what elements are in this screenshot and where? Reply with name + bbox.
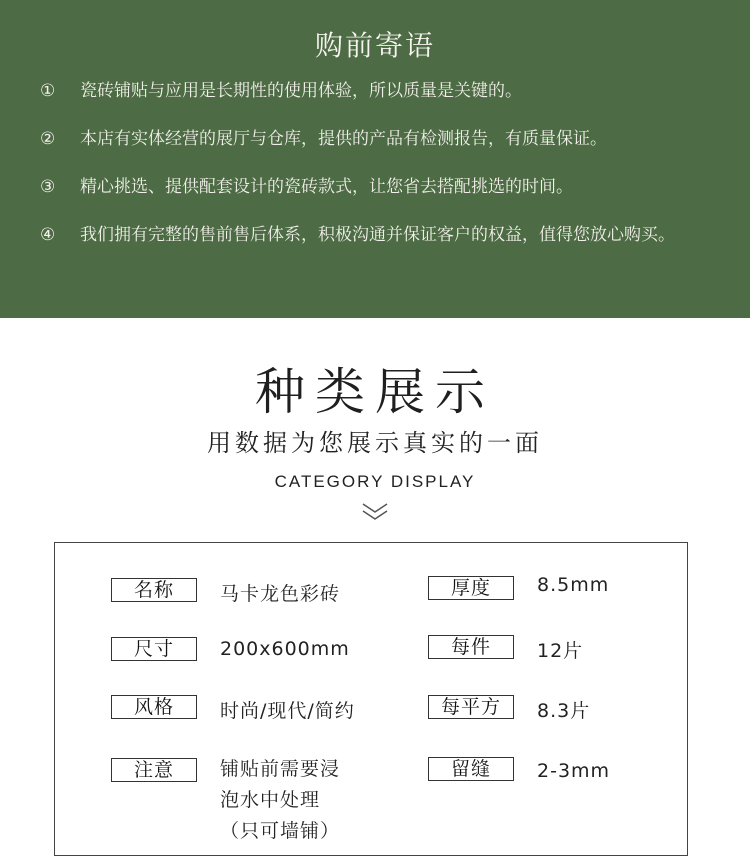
notice-item	[40, 172, 745, 197]
note-value	[220, 754, 340, 847]
notice-title: 购前寄语	[314, 29, 435, 62]
category-title: 种类展示	[255, 363, 495, 421]
size-label: 尺寸	[111, 637, 197, 661]
notice-item-number: ④	[40, 225, 56, 245]
notice-item	[40, 124, 745, 149]
pre-purchase-notice	[0, 0, 750, 318]
per-piece-value: 12片	[537, 640, 584, 662]
notice-item	[40, 76, 745, 101]
notice-item-text: 瓷砖铺贴与应用是长期性的使用体验，所以质量是关键的。	[80, 81, 522, 101]
product-specs-box	[54, 542, 688, 856]
notice-item-text: 我们拥有完整的售前售后体系，积极沟通并保证客户的权益，值得您放心购买。	[80, 225, 675, 245]
per-sqm-value: 8.3片	[537, 700, 591, 722]
size-value: 200x600mm	[220, 638, 350, 660]
category-subtitle: 用数据为您展示真实的一面	[207, 429, 543, 457]
name-value: 马卡龙色彩砖	[220, 583, 341, 605]
category-english-title: CATEGORY DISPLAY	[274, 472, 476, 491]
note-line: 铺贴前需要浸	[220, 758, 341, 780]
style-value: 时尚/现代/简约	[220, 700, 355, 722]
style-label: 风格	[111, 695, 197, 719]
note-label: 注意	[111, 758, 197, 782]
name-label: 名称	[111, 578, 197, 602]
notice-item-text: 本店有实体经营的展厅与仓库，提供的产品有检测报告，有质量保证。	[80, 129, 607, 149]
per-sqm-label: 每平方	[428, 695, 514, 719]
notice-item-number: ①	[40, 81, 56, 101]
notice-item-number: ③	[40, 177, 56, 197]
thickness-value: 8.5mm	[537, 574, 610, 596]
notice-item	[40, 220, 745, 245]
gap-label: 留缝	[428, 757, 514, 781]
double-chevron-down-icon	[360, 500, 390, 524]
notice-item-text: 精心挑选、提供配套设计的瓷砖款式，让您省去搭配挑选的时间。	[80, 177, 573, 197]
thickness-label: 厚度	[428, 576, 514, 600]
per-piece-label: 每件	[428, 635, 514, 659]
note-line: 泡水中处理	[220, 789, 321, 811]
notice-item-number: ②	[40, 129, 56, 149]
gap-value: 2-3mm	[537, 760, 611, 782]
note-line: （只可墙铺）	[220, 820, 341, 842]
